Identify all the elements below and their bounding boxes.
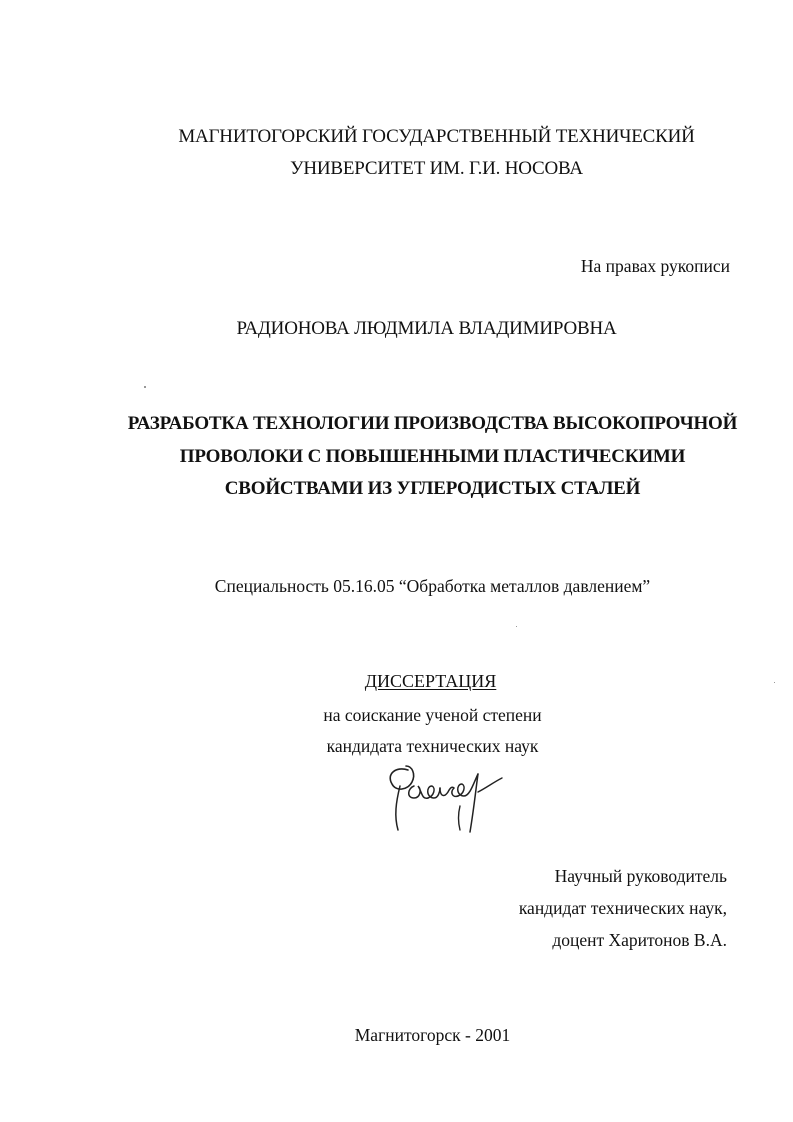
handwritten-signature (378, 752, 508, 842)
scan-speck (144, 386, 146, 388)
scan-speck (516, 626, 517, 627)
dissertation-title-line3: СВОЙСТВАМИ ИЗ УГЛЕРОДИСТЫХ СТАЛЕЙ (224, 478, 641, 499)
degree-line1: на соискание ученой степени (323, 705, 542, 725)
specialty-line: Специальность 05.16.05 “Обработка металлов давлением” (214, 576, 651, 596)
dissertation-title-line1: РАЗРАБОТКА ТЕХНОЛОГИИ ПРОИЗВОДСТВА ВЫСОКОПРОЧНОЙ (127, 413, 738, 434)
degree-line2: кандидата технических наук (326, 736, 539, 756)
supervisor-degree: кандидат технических наук, (518, 898, 727, 918)
author-name: РАДИОНОВА ЛЮДМИЛА ВЛАДИМИРОВНА (236, 318, 617, 339)
university-name-line1: МАГНИТОГОРСКИЙ ГОСУДАРСТВЕННЫЙ ТЕХНИЧЕСКИЙ (178, 126, 695, 147)
city-year: Магнитогорск - 2001 (354, 1025, 511, 1045)
supervisor-name: доцент Харитонов В.А. (552, 930, 727, 950)
dissertation-label: ДИССЕРТАЦИЯ (364, 671, 497, 691)
supervisor-role: Научный руководитель (554, 866, 727, 886)
manuscript-rights-note: На правах рукописи (580, 256, 730, 276)
scan-speck (774, 682, 775, 683)
dissertation-title-line2: ПРОВОЛОКИ С ПОВЫШЕННЫМИ ПЛАСТИЧЕСКИМИ (179, 446, 686, 467)
university-name-line2: УНИВЕРСИТЕТ ИМ. Г.И. НОСОВА (290, 158, 583, 179)
